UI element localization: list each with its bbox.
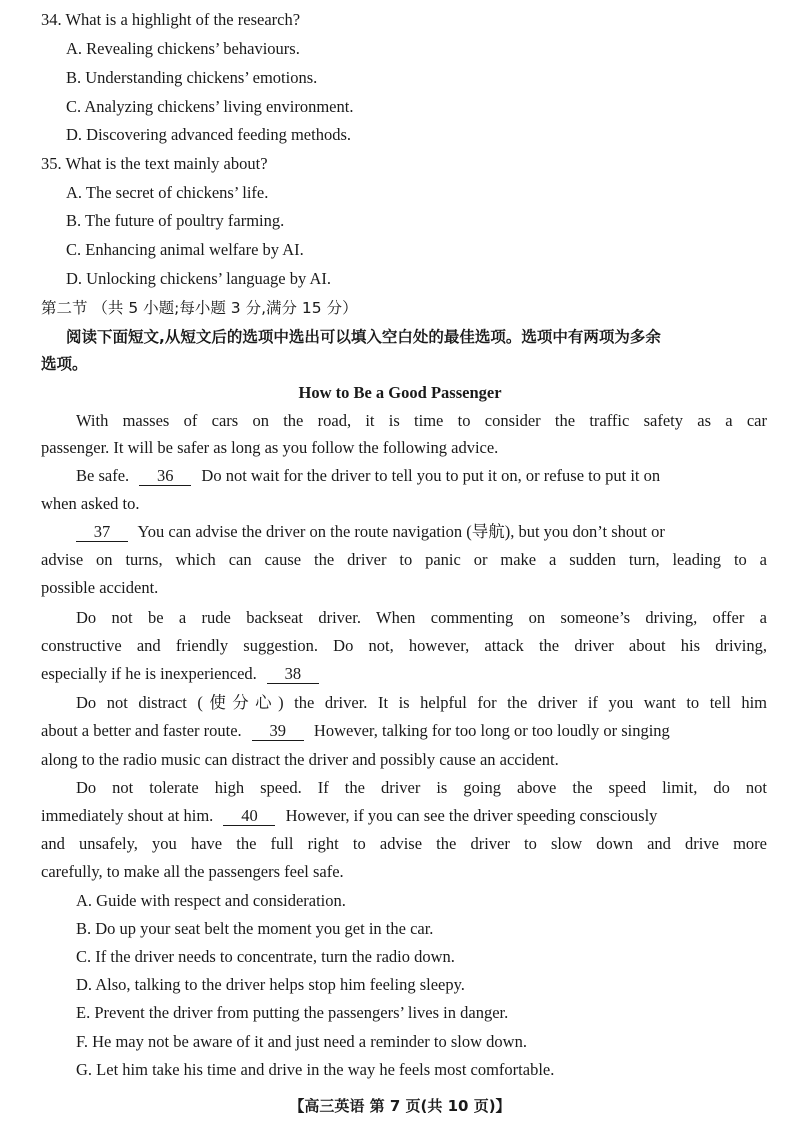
paragraph-4-line-3	[41, 663, 319, 685]
question-34-stem: 34. What is a highlight of the research?	[41, 10, 301, 29]
choice-g: G. Let him take his time and drive in the way he feels most comfortable.	[76, 1060, 555, 1079]
blank-36: 36	[139, 467, 191, 486]
paragraph-2-text-b: Do not wait for the driver to tell you to put it on, or refuse to put it on	[201, 466, 661, 485]
paragraph-5-text-a: about a better and faster route.	[41, 721, 242, 740]
question-34-option-b: B. Understanding chickens’ emotions.	[66, 68, 318, 87]
passage-title: How to Be a Good Passenger	[298, 383, 502, 402]
question-35-option-c: C. Enhancing animal welfare by AI.	[66, 240, 304, 259]
section-instructions-line-1: 阅读下面短文,从短文后的选项中选出可以填入空白处的最佳选项。选项中有两项为多余	[66, 328, 661, 346]
question-34-option-a: A. Revealing chickens’ behaviours.	[66, 39, 300, 58]
question-35-option-d: D. Unlocking chickens’ language by AI.	[66, 269, 331, 288]
paragraph-6-line-1: Do not tolerate high speed. If the driver is going above the speed limit, do not	[76, 778, 767, 797]
paragraph-5-text-b: However, talking for too long or too loudly or singing	[313, 721, 670, 740]
paragraph-6-line-2	[41, 805, 657, 827]
paragraph-3-text-a: You can advise the driver on the route navigation (导航), but you don’t shout or	[137, 522, 665, 541]
paragraph-6-text-a: immediately shout at him.	[41, 806, 214, 825]
paragraph-3-line-2: advise on turns, which can cause the driver to panic or make a sudden turn, leading to a	[41, 550, 767, 569]
paragraph-3-line-1	[76, 521, 665, 543]
blank-39: 39	[252, 722, 304, 741]
paragraph-2-line-1	[76, 465, 660, 487]
paragraph-1-line-2: passenger. It will be safer as long as you follow the following advice.	[41, 438, 499, 457]
section-heading: 第二节 （共 5 小题;每小题 3 分,满分 15 分）	[41, 299, 358, 317]
choice-e: E. Prevent the driver from putting the passengers’ lives in danger.	[76, 1003, 509, 1022]
question-35-option-b: B. The future of poultry farming.	[66, 211, 285, 230]
paragraph-3-line-3: possible accident.	[41, 578, 159, 597]
paragraph-6-text-b: However, if you can see the driver speeding consciously	[285, 806, 658, 825]
paragraph-6-line-3: and unsafely, you have the full right to advise the driver to slow down and drive more	[41, 834, 767, 853]
paragraph-6-line-4: carefully, to make all the passengers feel safe.	[41, 862, 344, 881]
blank-37: 37	[76, 523, 128, 542]
page-footer: 【高三英语 第 7 页(共 10 页)】	[289, 1097, 511, 1115]
question-34-option-d: D. Discovering advanced feeding methods.	[66, 125, 351, 144]
paragraph-4-text-a: especially if he is inexperienced.	[41, 664, 257, 683]
paragraph-4-line-1: Do not be a rude backseat driver. When commenting on someone’s driving, offer a	[76, 608, 767, 627]
question-35-option-a: A. The secret of chickens’ life.	[66, 183, 269, 202]
paragraph-5-line-1: Do not distract (使分心) the driver. It is helpful for the driver if you want to tell him	[76, 693, 767, 712]
blank-40: 40	[223, 807, 275, 826]
paragraph-5-line-3: along to the radio music can distract the driver and possibly cause an accident.	[41, 750, 559, 769]
paragraph-1-line-1: With masses of cars on the road, it is time to consider the traffic safety as a car	[76, 411, 767, 430]
section-instructions-line-2: 选项。	[41, 355, 88, 373]
question-35-stem: 35. What is the text mainly about?	[41, 154, 268, 173]
paragraph-5-line-2	[41, 720, 670, 742]
blank-38: 38	[267, 665, 319, 684]
paragraph-2-line-2: when asked to.	[41, 494, 140, 513]
paragraph-4-line-2: constructive and friendly suggestion. Do not, however, attack the driver about his driving,	[41, 636, 767, 655]
choice-a: A. Guide with respect and consideration.	[76, 891, 346, 910]
question-34-option-c: C. Analyzing chickens’ living environment.	[66, 97, 354, 116]
choice-b: B. Do up your seat belt the moment you get in the car.	[76, 919, 434, 938]
choice-c: C. If the driver needs to concentrate, turn the radio down.	[76, 947, 455, 966]
paragraph-2-text-a: Be safe.	[76, 466, 130, 485]
choice-f: F. He may not be aware of it and just need a reminder to slow down.	[76, 1032, 527, 1051]
choice-d: D. Also, talking to the driver helps stop him feeling sleepy.	[76, 975, 465, 994]
